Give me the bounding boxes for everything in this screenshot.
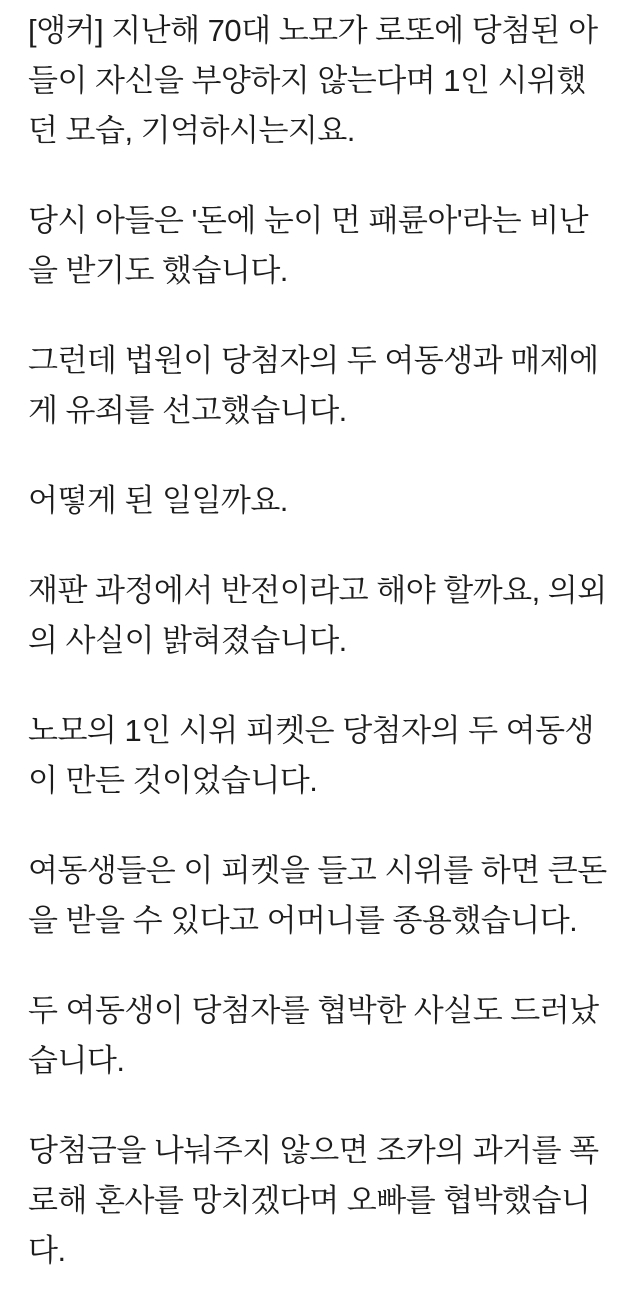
article-paragraph: 그런데 법원이 당첨자의 두 여동생과 매제에게 유죄를 선고했습니다. (28, 343, 599, 428)
article-paragraph: 당첨금을 나눠주지 않으면 조카의 과거를 폭로해 혼사를 망치겠다며 오빠를 협박했습니다. (28, 1133, 599, 1268)
article-paragraph: 당시 아들은 '돈에 눈이 먼 패륜아'라는 비난을 받기도 했습니다. (28, 203, 589, 288)
article-paragraph: 노모의 1인 시위 피켓은 당첨자의 두 여동생이 만든 것이었습니다. (28, 713, 594, 798)
article-paragraph: [앵커] 지난해 70대 노모가 로또에 당첨된 아들이 자신을 부양하지 않는다며 1인 시위했던 모습, 기억하시는지요. (28, 13, 598, 148)
article-paragraph: 재판 과정에서 반전이라고 해야 할까요, 의외의 사실이 밝혀졌습니다. (28, 573, 607, 658)
article-paragraph: 두 여동생이 당첨자를 협박한 사실도 드러났습니다. (28, 993, 599, 1078)
article-paragraph: 어떻게 된 일일까요. (28, 483, 288, 518)
article-paragraph: 여동생들은 이 피켓을 들고 시위를 하면 큰돈을 받을 수 있다고 어머니를 종용했습니다. (28, 853, 607, 938)
